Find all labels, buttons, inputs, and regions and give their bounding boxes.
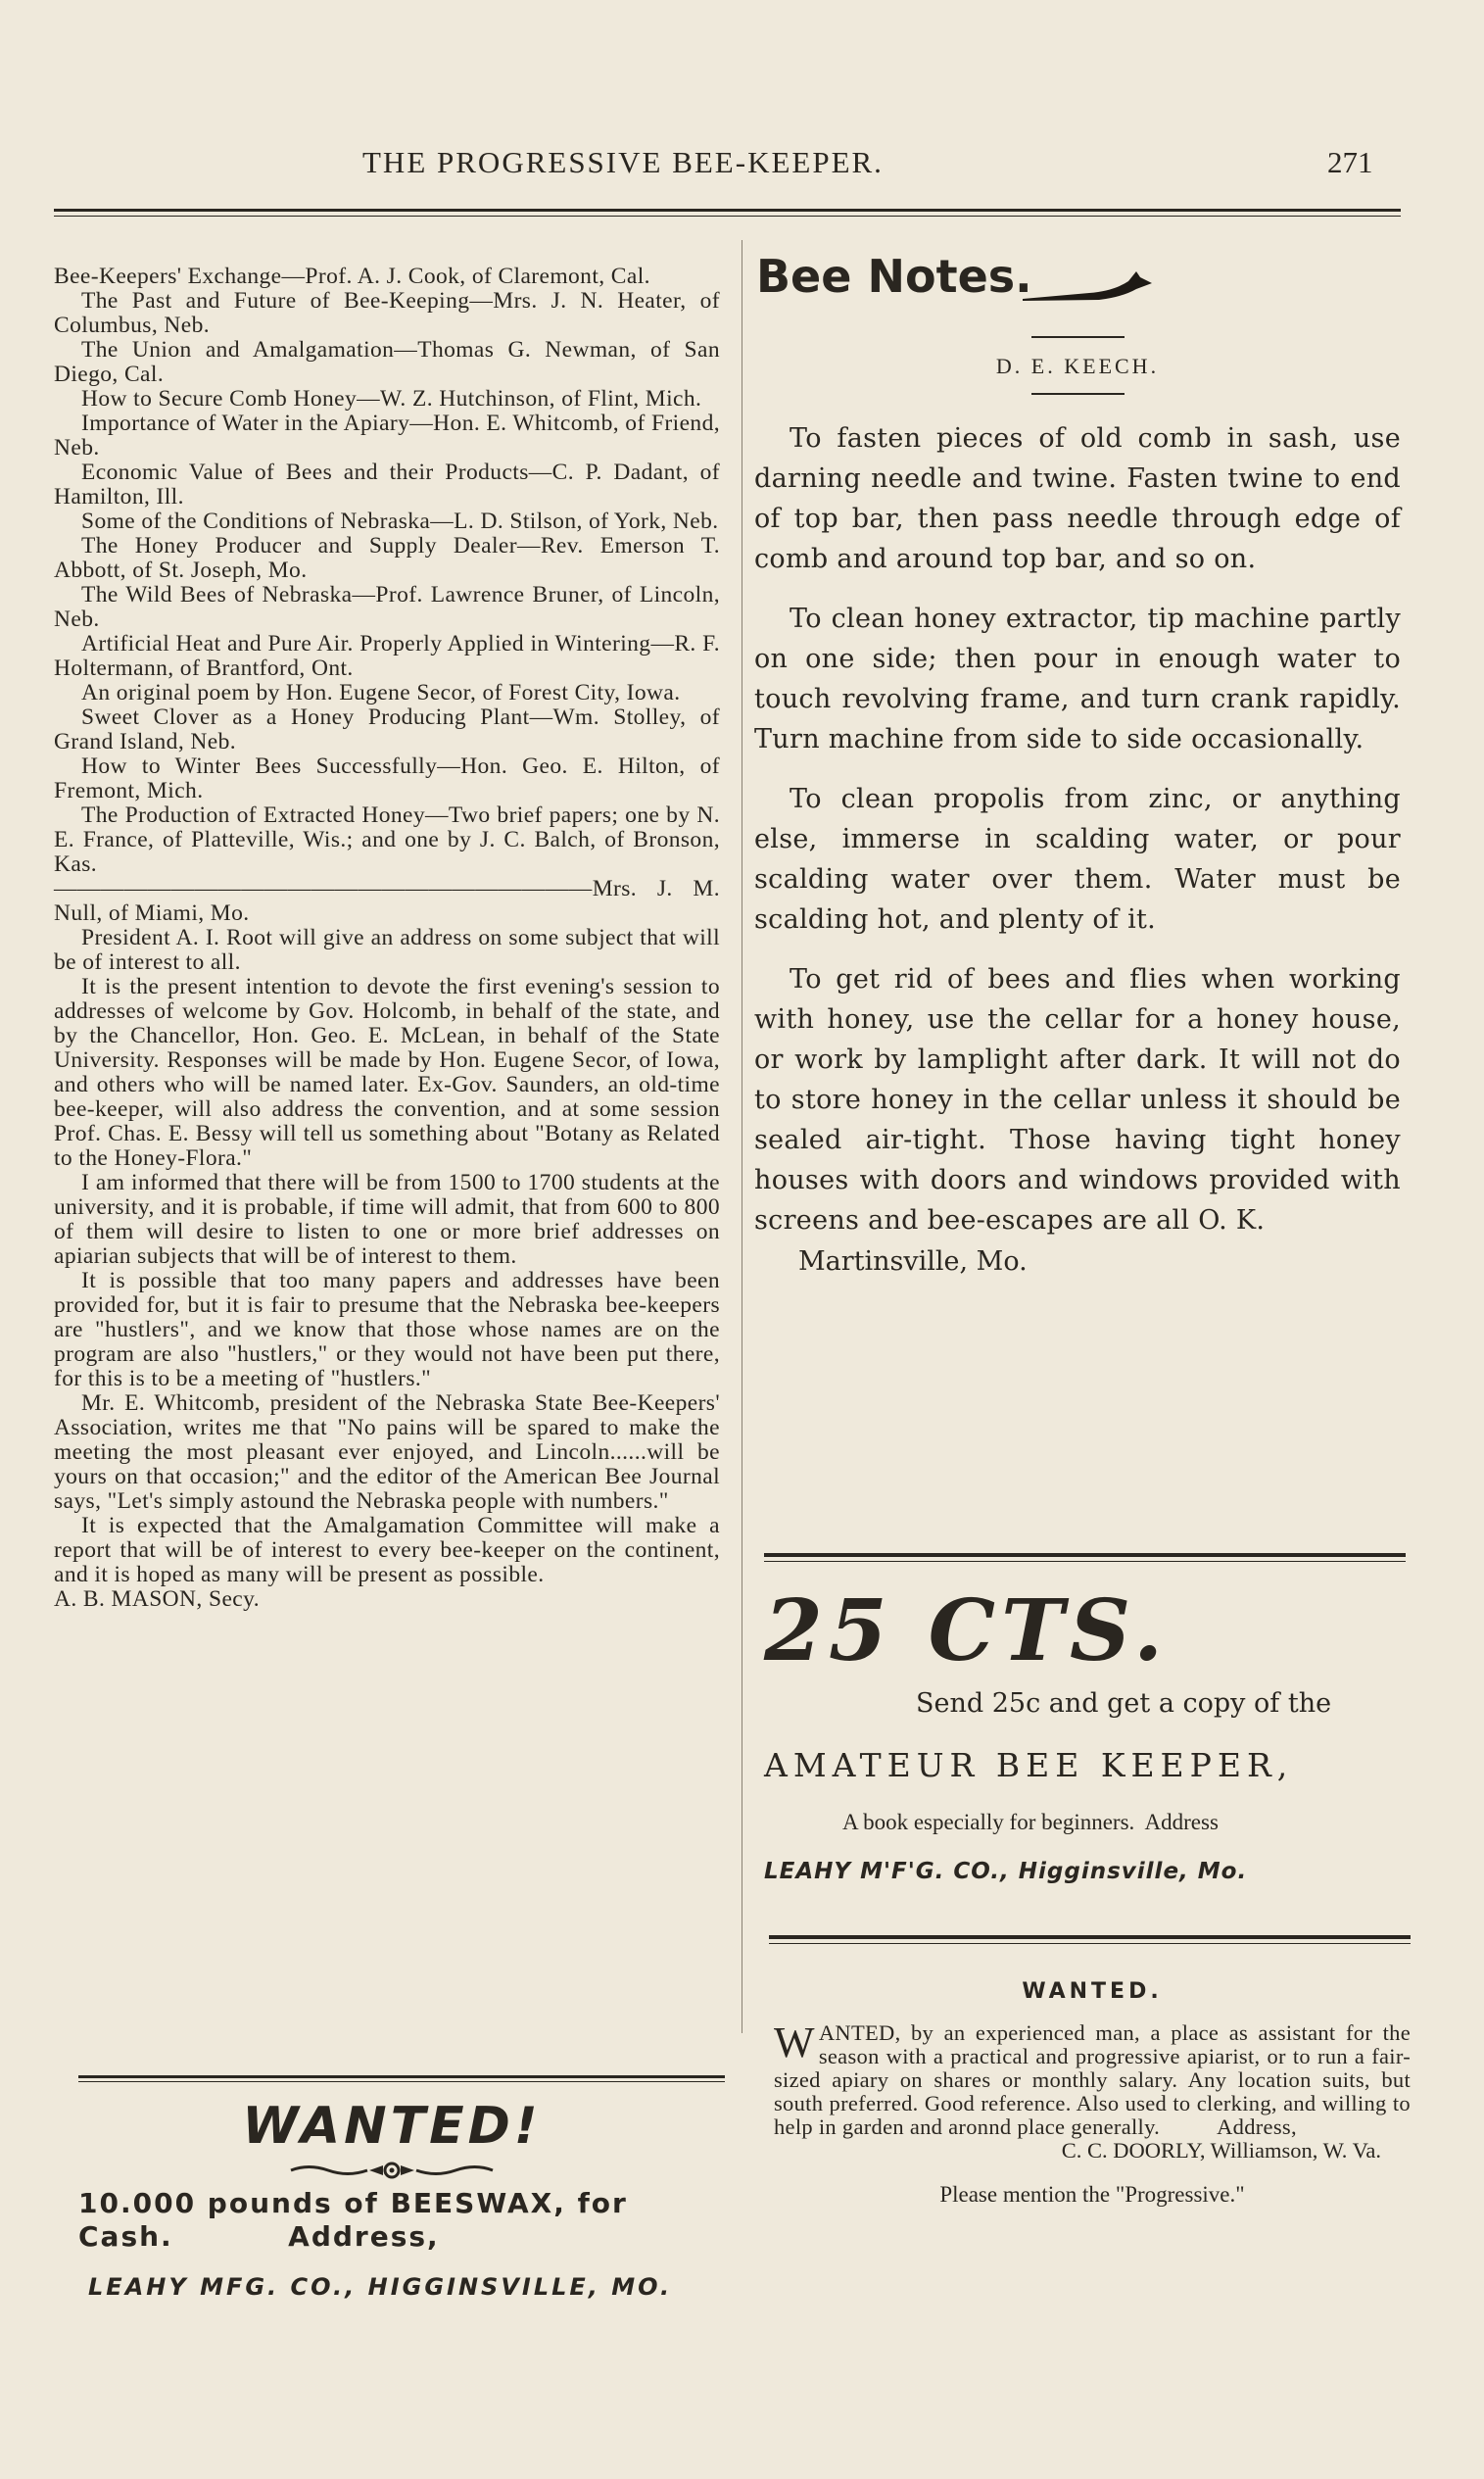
note-paragraph: To fasten pieces of old comb in sash, use darning needle and twine. Fasten twine to end of top bar, then pass needle through edge of comb and around top bar, and so on.	[754, 423, 1401, 574]
program-item: The Production of Extracted Honey—Two brief papers; one by N. E. France, of Platteville, Wis.; and one by J. C. Balch, of Bronson, Kas.	[54, 802, 720, 877]
amateur-bee-keeper-ad	[764, 1582, 1401, 1884]
program-item: ———————————————————————Mrs. J. M. Null, of Miami, Mo.	[54, 876, 720, 926]
section-title: Bee Notes.	[756, 250, 1032, 303]
byline: D. E. KEECH.	[995, 354, 1160, 378]
wanted-title: WANTED!	[242, 2097, 542, 2156]
article-paragraph: It is expected that the Amalgamation Committee will make a report that will be of interest to every bee-keeper on the continent, and it is hoped as many will be present as possible.	[54, 1513, 720, 1587]
ad-rule-thin	[78, 2081, 725, 2082]
byline-rule	[1031, 393, 1125, 395]
left-column-article	[54, 265, 720, 1612]
section-rule-thick	[769, 1935, 1411, 1939]
program-item: How to Winter Bees Successfully—Hon. Geo. E. Hilton, of Fremont, Mich.	[54, 753, 720, 803]
article-paragraph: I am informed that there will be from 1500 to 1700 students at the university, and it is probable, if time will admit, that from 600 to 800 of them will desire to listen to one or more brief addresses on apiarian subjects that will be of interest to them.	[54, 1170, 720, 1269]
program-item: Artificial Heat and Pure Air. Properly Applied in Wintering—R. F. Holtermann, of Brantford, Ont.	[54, 631, 720, 681]
ad-offer: Send 25c and get a copy of the	[916, 1688, 1332, 1719]
program-item: Some of the Conditions of Nebraska—L. D. Stilson, of York, Neb.	[81, 509, 719, 534]
program-item: Importance of Water in the Apiary—Hon. E. Whitcomb, of Friend, Neb.	[54, 411, 720, 461]
journal-title: THE PROGRESSIVE BEE-KEEPER.	[362, 145, 884, 179]
wanted-line: 10.000 pounds of BEESWAX, for	[78, 2187, 628, 2219]
beeswax-wanted-ad	[54, 2097, 730, 2301]
note-paragraph: To get rid of bees and flies when working with honey, use the cellar for a honey house, or work by lamplight after dark. It will not do to store honey in the cellar unless it should be sealed air-tight. Those having tight honey houses with doors and windows provided with screens and bee-escapes are all O. K.	[754, 964, 1401, 1236]
wanted-body-text: ANTED, by an experienced man, a place as assistant for the season with a practical and progressive apiarist, or to run a fair-sized apiary on shares or monthly salary. Any location suits, but south preferred. Good reference. Also used to clerking, and willing to help in garden and aronnd place generally. Address,	[774, 2020, 1416, 2139]
running-head	[0, 145, 1484, 184]
program-item: The Past and Future of Bee-Keeping—Mrs. J. N. Heater, of Columbus, Neb.	[54, 288, 720, 338]
program-item: The Wild Bees of Nebraska—Prof. Lawrence Bruner, of Lincoln, Neb.	[54, 582, 720, 632]
article-paragraph: Mr. E. Whitcomb, president of the Nebraska State Bee-Keepers' Association, writes me that "No pains will be spared to make the meeting the most pleasant ever enjoyed, and Lincoln......will be yours on that occasion;" and the editor of the American Bee Journal says, "Let's simply astound the Nebraska people with numbers."	[54, 1390, 720, 1514]
program-item: How to Secure Comb Honey—W. Z. Hutchinson, of Flint, Mich.	[81, 386, 702, 412]
ornament-icon	[289, 2162, 495, 2179]
wanted-heading: WANTED.	[1022, 1979, 1163, 2004]
article-paragraph: President A. I. Root will give an address on some subject that will be of interest to all.	[54, 925, 720, 975]
ad-description: A book especially for beginners. Address	[842, 1810, 1219, 1834]
pointing-hand-icon	[1021, 269, 1153, 303]
section-rule-thin	[764, 1561, 1406, 1562]
wanted-signature: C. C. DOORLY, Williamson, W. Va.	[1061, 2138, 1381, 2163]
program-item: The Union and Amalgamation—Thomas G. Newman, of San Diego, Cal.	[54, 337, 720, 387]
header-rule-thin	[54, 216, 1401, 217]
program-item: An original poem by Hon. Eugene Secor, of Forest City, Iowa.	[81, 680, 681, 705]
note-paragraph: To clean honey extractor, tip machine partly on one side; then pour in enough water to touch revolving frame, and turn crank rapidly. Turn machine from side to side occasionally.	[754, 604, 1401, 754]
wanted-address: LEAHY MFG. CO., HIGGINSVILLE, MO.	[88, 2273, 673, 2301]
drop-cap: W	[774, 2018, 815, 2066]
article-paragraph: It is possible that too many papers and addresses have been provided for, but it is fair to presume that the Nebraska bee-keepers are "hustlers", and we know that those whose names are on the program are also "hustlers," or they would not have been put there, for this is to be a meeting of "hustlers."	[54, 1268, 720, 1391]
article-paragraph: It is the present intention to devote the first evening's session to addresses of welcome by Gov. Holcomb, in behalf of the state, and by the Chancellor, Hon. Geo. E. McLean, in behalf of the State University. Responses will be made by Hon. Eugene Secor, of Iowa, and others who will be named later. Ex-Gov. Saunders, an old-time bee-keeper, will also address the convention, and at some session Prof. Chas. E. Bessy will tell us something about "Botany as Related to the Honey-Flora."	[54, 974, 720, 1171]
section-rule-thick	[764, 1553, 1406, 1557]
ad-price: 25 CTS.	[764, 1581, 1170, 1680]
ad-address: LEAHY M'F'G. CO., Higginsville, Mo.	[764, 1859, 1248, 1884]
note-place: Martinsville, Mo.	[798, 1246, 1028, 1277]
program-item: Bee-Keepers' Exchange—Prof. A. J. Cook, of Claremont, Cal.	[54, 264, 650, 289]
ad-book-title: AMATEUR BEE KEEPER,	[764, 1746, 1294, 1784]
section-rule-thin	[769, 1943, 1411, 1944]
wanted-body	[774, 2018, 1416, 2139]
page-number: 271	[1327, 145, 1373, 179]
byline-rule	[1031, 336, 1125, 338]
bee-notes-section	[754, 250, 1401, 1277]
footer-note: Please mention the "Progressive."	[939, 2182, 1245, 2207]
article-signature: A. B. MASON, Secy.	[54, 1586, 261, 1612]
program-item: Economic Value of Bees and their Products—C. P. Dadant, of Hamilton, Ill.	[54, 460, 720, 510]
header-rule-thick	[54, 209, 1401, 212]
note-paragraph: To clean propolis from zinc, or anything else, immerse in scalding water, or pour scalding water over them. Water must be scalding hot, and plenty of it.	[754, 784, 1401, 935]
wanted-line: Cash. Address,	[78, 2220, 440, 2253]
program-item: The Honey Producer and Supply Dealer—Rev. Emerson T. Abbott, of St. Joseph, Mo.	[54, 533, 720, 583]
program-item: Sweet Clover as a Honey Producing Plant—Wm. Stolley, of Grand Island, Neb.	[54, 705, 720, 754]
wanted-classified-ad	[774, 1979, 1416, 2208]
ad-rule-thick	[78, 2075, 725, 2078]
